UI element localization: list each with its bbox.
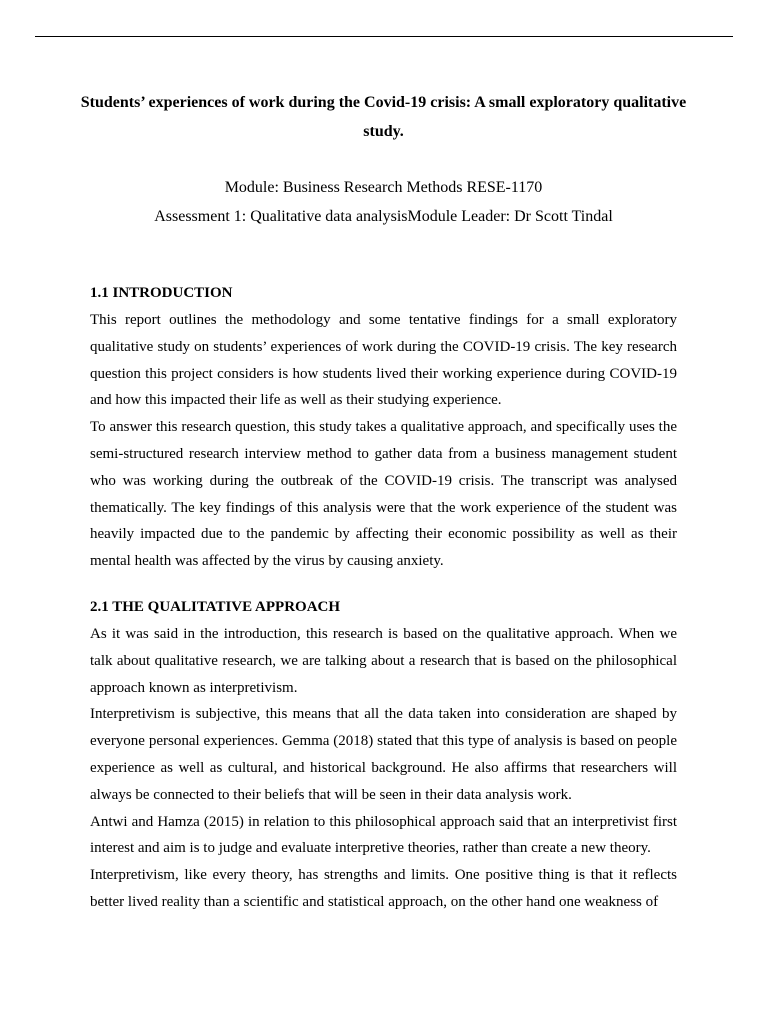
document-title: Students’ experiences of work during the Covid-19 crisis: A small exploratory qualitative study.: [80, 94, 687, 140]
section-heading: 2.1 THE QUALITATIVE APPROACH: [90, 598, 341, 615]
section-introduction: [90, 280, 677, 575]
paragraph: This report outlines the methodology and some tentative findings for a small exploratory qualitative study on students’ experiences of work during the COVID-19 crisis. The key research question this project considers is how students lived their working experience during COVID-19 and how this impacted their life as well as their studying experience.: [90, 312, 677, 409]
paragraph: Antwi and Hamza (2015) in relation to this philosophical approach said that an interpretivist first interest and aim is to judge and evaluate interpretive theories, rather than create a new theory.: [90, 813, 677, 857]
section-heading: 1.1 INTRODUCTION: [90, 285, 233, 301]
document-body: [80, 88, 687, 916]
section-qualitative-approach: [90, 594, 677, 916]
header-rule: [35, 36, 733, 37]
paragraph: As it was said in the introduction, this research is based on the qualitative approach. When we talk about qualitative research, we are talking about a research that is based on the philosophical approach known as interpretivism.: [90, 625, 677, 696]
paragraph: Interpretivism, like every theory, has strengths and limits. One positive thing is that it reflects better lived reality than a scientific and statistical approach, on the other hand one weakness of: [90, 867, 677, 910]
assessment-line: Assessment 1: Qualitative data analysisModule Leader: Dr Scott Tindal: [154, 208, 613, 225]
module-line: Module: Business Research Methods RESE-1170: [224, 179, 543, 196]
paragraph: To answer this research question, this study takes a qualitative approach, and specifically uses the semi-structured research interview method to gather data from a business management student who was working during the outbreak of the COVID-19 crisis. The transcript was analysed thematically. The key findings of this analysis were that the work experience of the student was heavily impacted due to the pandemic by affecting their economic possibility as well as their mental health was affected by the virus by causing anxiety.: [90, 419, 677, 570]
paragraph: Interpretivism is subjective, this means that all the data taken into consideration are shaped by everyone personal experiences. Gemma (2018) stated that this type of analysis is based on people experience as well as cultural, and historical background. He also affirms that researchers will always be connected to their beliefs that will be seen in their data analysis work.: [90, 706, 677, 803]
